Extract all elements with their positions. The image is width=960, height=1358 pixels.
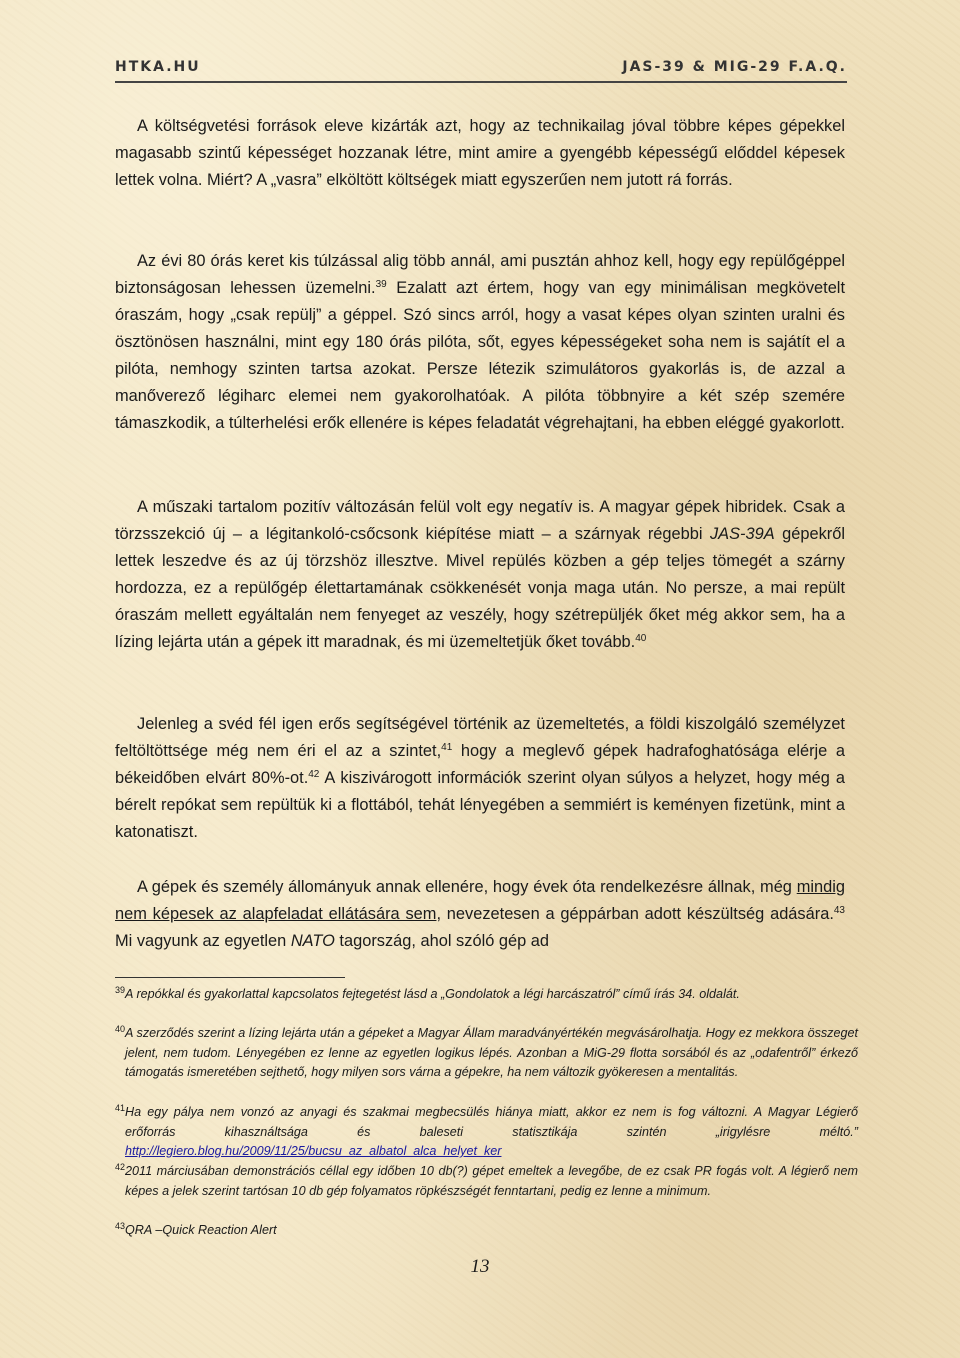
paragraph-text: Jelenleg a svéd fél igen erős segítségével történik az üzemeltetés, a földi kiszolgáló személyzet feltöltöttsége még nem éri el az a szintet, — [115, 715, 845, 760]
paragraph-text: A műszaki tartalom pozitív változásán felül volt egy negatív is. A magyar gépek hibridek. Csak a törzsszekció új – a légitankoló-csőcsonk kiépítése miatt – a szárnyak régebbi — [115, 498, 845, 543]
footnote-text: A szerződés szerint a lízing lejárta után a gépeket a Magyar Állam maradványértékén megvásárolhatja. Hogy ez mekkora összeget jelent, nem tudom. Lényegében ez lenne az egyetlen logikus lépés. Azonban a MiG-29 flotta sorsából és az „odafentről” érkező támogatás ismeretében sejthető, hogy milyen sors várna a gépekre, ha nem változik gyökeresen a mentalitás. — [125, 1026, 858, 1079]
nato-term: NATO — [290, 932, 335, 950]
paragraph-readiness — [115, 874, 845, 955]
footnote-number: 43 — [115, 1221, 126, 1231]
footnote-ref-40[interactable]: 40 — [635, 633, 647, 644]
paragraph-text: gépekről lettek leszedve és az új törzshöz illesztve. Mivel repülés közben a gép teljes tömegét a szárny hordozza, ez a repülőgép élettartamának csökkenését vonja maga után. No persze, a mai repült óraszám mellett egyáltalán nem fenyeget az veszély, hogy szétrepüljék őket még akkor sem, ha a lízing lejárta után a gépek itt maradnak, és mi üzemeltetjük őket tovább. — [115, 525, 845, 651]
aircraft-type: JAS-39A — [709, 525, 775, 543]
footnote-number: 41 — [115, 1103, 126, 1113]
footnote-number: 39 — [115, 985, 126, 995]
footnote-ref-41[interactable]: 41 — [441, 742, 453, 753]
header-document-title: JAS-39 & MIG-29 F.A.Q. — [622, 59, 847, 75]
header-site-name: HTKA.HU — [115, 59, 201, 75]
footnote-number: 42 — [115, 1162, 126, 1172]
paragraph-text: A költségvetési források eleve kizárták azt, hogy az technikailag jóval többre képes gépekkel magasabb szintű képességet hozzanak létre, mint amire a gyengébb képességű előddel képesek lettek volna. Miért? A „vasra” elköltött költségek miatt egyszerűen nem jutott rá forrás. — [115, 117, 845, 189]
paragraph-budget — [115, 113, 845, 194]
paragraph-text: Ezalatt azt értem, hogy van egy minimálisan megkövetelt óraszám, hogy „csak repülj” a géppel. Szó sincs arról, hogy a vasat képes olyan szinten uralni és ösztönösen használni, mint egy 180 órás pilóta, sőt, egyes képességeket soha nem is sajátít el a pilóta, nemhogy szinten tartsa azokat. Persze létezik szimulátoros gyakorlás is, de azzal a manőverező légiharc elemei nem gyakorolhatóak. A pilóta többnyire a két szép szemére támaszkodik, a túlterhelési erők ellenére is képes feladatát végrehajtani, ha ebben eléggé gyakorlott. — [115, 279, 846, 432]
footnote-40 — [115, 1024, 858, 1083]
footnote-39 — [115, 985, 858, 1005]
paragraph-text: , nevezetesen a géppárban adott készültség adására. — [436, 905, 834, 923]
footnote-text: QRA –Quick Reaction Alert — [125, 1223, 277, 1237]
paragraph-hybrid-aircraft — [115, 494, 845, 656]
footnote-42 — [115, 1162, 858, 1201]
page-number: 13 — [470, 1256, 490, 1277]
footnote-link[interactable]: http://legiero.blog.hu/2009/11/25/bucsu_az_albatol_alca_helyet_ker — [125, 1144, 502, 1158]
paragraph-text: hogy a meglevő gépek hadrafoghatósága elérje a békeidőben elvárt 80%-ot. — [115, 742, 845, 787]
paragraph-text: tagország, ahol szóló gép ad — [334, 932, 550, 950]
paragraph-text: Az évi 80 órás keret kis túlzással alig több annál, ami pusztán ahhoz kell, hogy egy repülőgéppel biztonságosan lehessen üzemelni. — [115, 252, 845, 297]
paragraph-text: A kiszivárogott információk szerint olyan súlyos a helyzet, hogy még a bérelt repókat sem repültük ki a flottából, tehát lényegében a semmiért is keményen fizetünk, mint a katonatiszt. — [115, 769, 845, 841]
footnote-separator — [115, 977, 345, 978]
footnote-ref-43[interactable]: 43 — [833, 905, 845, 916]
paragraph-flight-hours — [115, 248, 845, 437]
footnote-number: 40 — [115, 1024, 126, 1034]
footnote-43 — [115, 1221, 858, 1241]
paragraph-text: A gépek és személy állományuk annak ellenére, hogy évek óta rendelkezésre állnak, még — [137, 878, 797, 896]
page-header — [115, 59, 847, 83]
footnote-text: A repókkal és gyakorlattal kapcsolatos fejtegetést lásd a „Gondolatok a légi harcászatról” című írás 34. oldalát. — [125, 987, 740, 1001]
footnote-text: 2011 márciusában demonstrációs céllal egy időben 10 db(?) gépet emeltek a levegőbe, de ez csak PR fogás volt. A légierő nem képes a jelek szerint tartósan 10 db gép folyamatos röpkészségét fenntartani, pedig ez lenne a minimum. — [125, 1164, 858, 1198]
footnote-text: Ha egy pálya nem vonzó az anyagi és szakmai megbecsülés hiánya miatt, akkor ez nem is fog változni. A Magyar Légierő erőforrás kihasználtsága és baleseti statisztikája szintén „irigylésre méltó.” — [125, 1105, 858, 1139]
footnote-ref-42[interactable]: 42 — [308, 769, 320, 780]
paragraph-text: Mi vagyunk az egyetlen — [115, 932, 291, 950]
footnote-41 — [115, 1103, 858, 1162]
footnote-ref-39[interactable]: 39 — [375, 279, 387, 290]
paragraph-operations — [115, 711, 845, 846]
underlined-phrase: mindig nem képesek az alapfeladat ellátására sem — [115, 878, 845, 923]
